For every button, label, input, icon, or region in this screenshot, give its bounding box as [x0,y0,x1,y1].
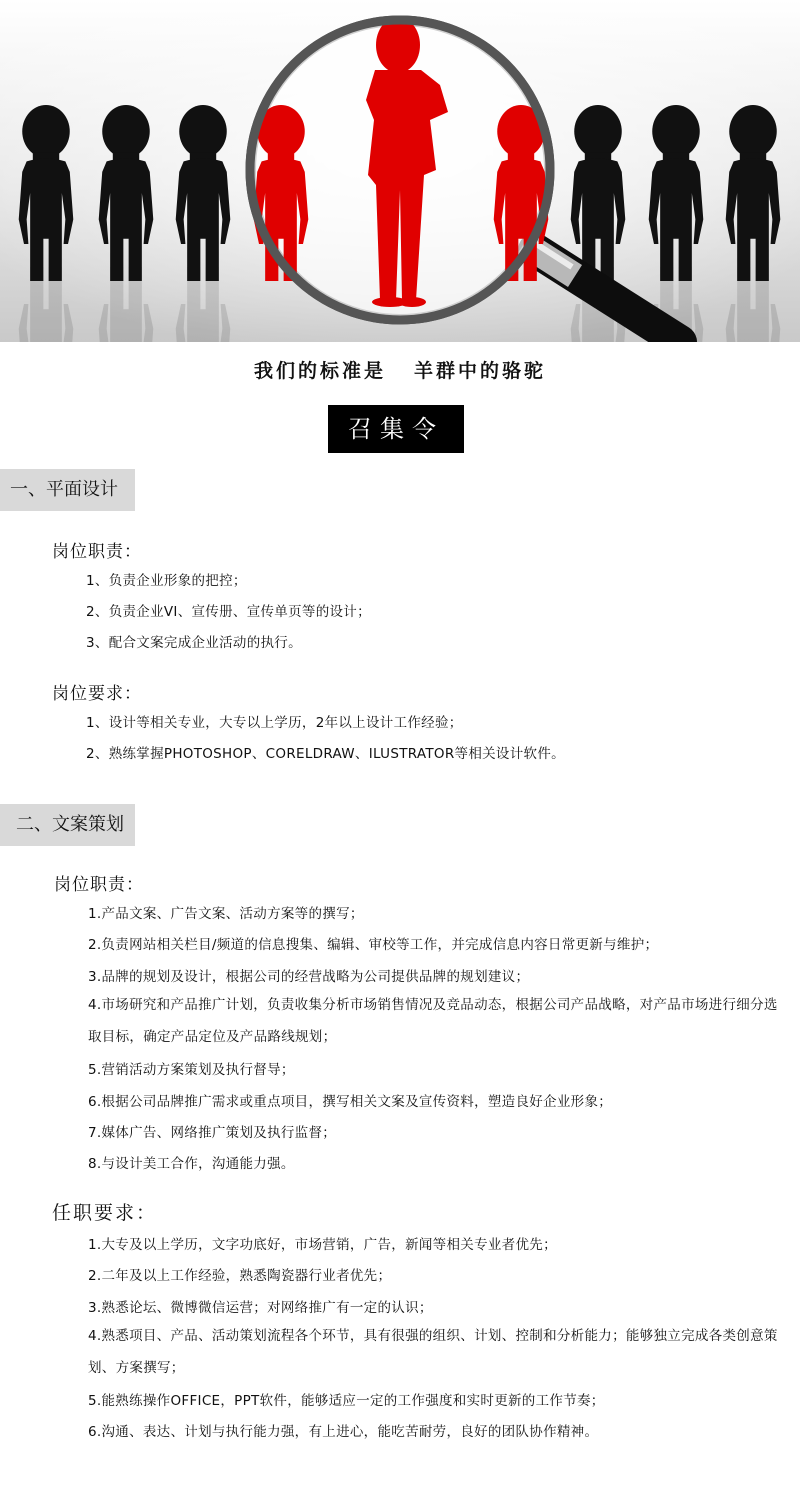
list-item: 5.营销活动方案策划及执行督导； [88,1062,295,1078]
list-item: 8.与设计美工合作，沟通能力强。 [88,1156,295,1172]
list-item: 5.能熟练操作OFFICE，PPT软件，能够适应一定的工作强度和实时更新的工作节奏； [88,1393,605,1409]
list-item: 2、熟练掌握PHOTOSHOP、CORELDRAW、ILUSTRATOR等相关设计软件。 [86,746,565,762]
section-title-graphic-design: 一、平面设计 [0,469,135,511]
recruitment-banner: 召集令 [328,405,464,453]
hero-illustration [0,0,800,342]
slogan [0,356,800,383]
section1-req-heading: 岗位要求： [52,684,142,704]
list-item: 7.媒体广告、网络推广策划及执行监督； [88,1125,337,1141]
list-item: 4.熟悉项目、产品、活动策划流程各个环节，具有很强的组织、计划、控制和分析能力；能够独立完成各类创意策划、方案撰写； [88,1328,778,1376]
list-item: 2.负责网站相关栏目/频道的信息搜集、编辑、审校等工作，并完成信息内容日常更新与维护； [88,937,659,953]
list-item: 6.沟通、表达、计划与执行能力强，有上进心，能吃苦耐劳，良好的团队协作精神。 [88,1424,599,1440]
list-item: 2.二年及以上工作经验，熟悉陶瓷器行业者优先； [88,1268,392,1284]
list-item: 2、负责企业VI、宣传册、宣传单页等的设计； [86,604,371,620]
section-title-copywriting: 二、文案策划 [0,804,135,846]
section2-req-heading: 任职要求： [52,1202,158,1224]
list-item: 1、负责企业形象的把控； [86,573,247,589]
section2-duty-heading: 岗位职责： [54,875,144,895]
list-item: 3.熟悉论坛、微博微信运营；对网络推广有一定的认识； [88,1300,433,1316]
slogan-left: 我们的标准是 [253,360,386,382]
slogan-right: 羊群中的骆驼 [414,360,547,382]
list-item: 3、配合文案完成企业活动的执行。 [86,635,302,651]
list-item: 6.根据公司品牌推广需求或重点项目，撰写相关文案及宣传资料，塑造良好企业形象； [88,1094,613,1110]
list-item: 3.品牌的规划及设计，根据公司的经营战略为公司提供品牌的规划建议； [88,969,530,985]
list-item: 1、设计等相关专业，大专以上学历，2年以上设计工作经验； [86,715,463,731]
list-item: 1.大专及以上学历，文字功底好，市场营销，广告，新闻等相关专业者优先； [88,1237,557,1253]
list-item: 4.市场研究和产品推广计划，负责收集分析市场销售情况及竞品动态，根据公司产品战略，对产品市场进行细分选取目标，确定产品定位及产品路线规划； [88,997,778,1045]
list-item: 1.产品文案、广告文案、活动方案等的撰写； [88,906,364,922]
section1-duty-heading: 岗位职责： [52,542,142,562]
